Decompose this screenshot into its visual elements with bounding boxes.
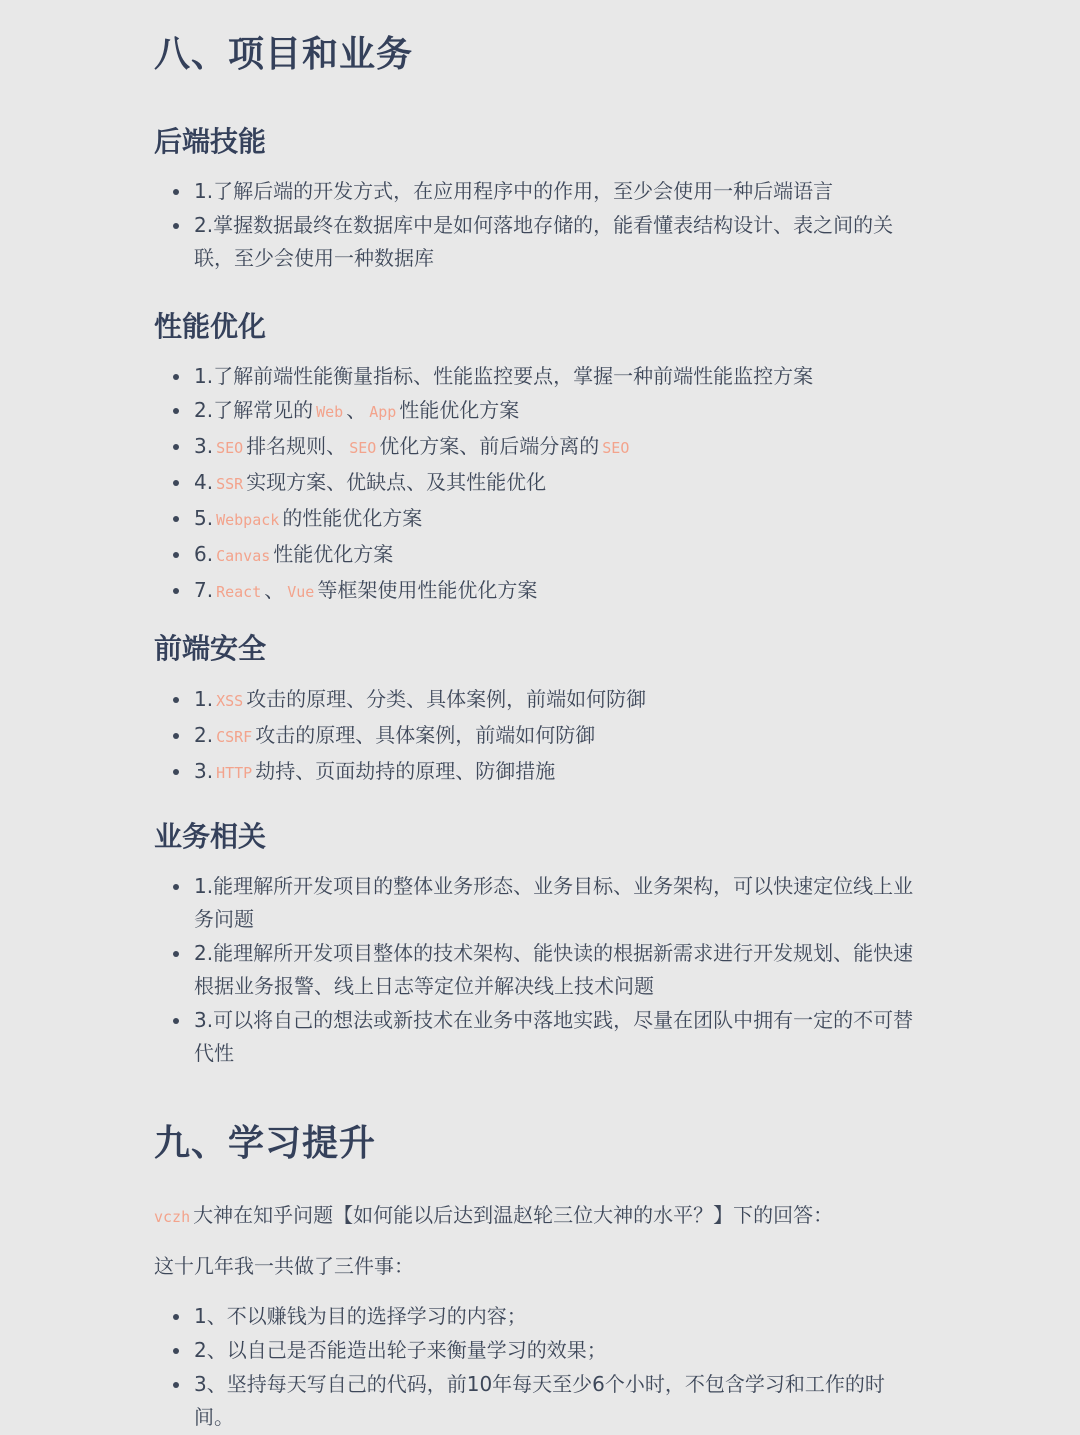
item-text: 4.: [194, 470, 214, 494]
item-text: 2.: [194, 723, 214, 747]
section-9-lead: 这十几年我一共做了三件事：: [154, 1254, 414, 1278]
item-text: 、: [346, 398, 367, 422]
item-text: 劫持、页面劫持的原理、防御措施: [255, 759, 556, 783]
item-text: 、: [264, 578, 285, 602]
inline-code: App: [369, 403, 397, 421]
item-text: 性能优化方案: [273, 542, 394, 566]
list-item: [154, 430, 924, 465]
item-text: 攻击的原理、具体案例，前端如何防御: [255, 723, 596, 747]
list-item: 1.了解前端性能衡量指标、性能监控要点，掌握一种前端性能监控方案: [154, 360, 924, 393]
intro-text: 大神在知乎问题【如何能以后达到温赵轮三位大神的水平？】下的回答：: [193, 1203, 834, 1227]
inline-code: SEO: [349, 439, 377, 457]
inline-code: React: [216, 583, 262, 601]
item-text: 3.: [194, 759, 214, 783]
list-item: 1.能理解所开发项目的整体业务形态、业务目标、业务架构，可以快速定位线上业务问题: [154, 870, 924, 936]
list-item: 3、坚持每天写自己的代码，前10年每天至少6个小时，不包含学习和工作的时间。: [154, 1368, 924, 1434]
learning-list: [154, 1300, 924, 1435]
item-text: 6.: [194, 542, 214, 566]
inline-code: vczh: [154, 1208, 191, 1226]
list-item: [154, 574, 924, 609]
backend-skills-list: [154, 175, 924, 276]
section-9-intro: [154, 1199, 833, 1234]
list-item: [154, 755, 924, 790]
section-8-title: 八、项目和业务: [154, 34, 414, 75]
business-list: [154, 870, 924, 1071]
item-text: 实现方案、优缺点、及其性能优化: [246, 470, 547, 494]
item-text: 5.: [194, 506, 214, 530]
inline-code: SSR: [216, 475, 244, 493]
business-heading: 业务相关: [154, 820, 267, 853]
list-item: [154, 719, 924, 754]
inline-code: Web: [316, 403, 344, 421]
list-item: [154, 683, 924, 718]
security-list: [154, 683, 924, 791]
performance-list: [154, 360, 924, 610]
backend-skills-heading: 后端技能: [154, 125, 267, 158]
item-text: 的性能优化方案: [282, 506, 423, 530]
inline-code: SEO: [602, 439, 630, 457]
section-9-title: 九、学习提升: [154, 1123, 377, 1164]
item-text: 优化方案、前后端分离的: [379, 434, 600, 458]
list-item: [154, 466, 924, 501]
security-heading: 前端安全: [154, 632, 267, 665]
inline-code: CSRF: [216, 728, 253, 746]
list-item: [154, 538, 924, 573]
inline-code: Canvas: [216, 547, 271, 565]
item-text: 2.了解常见的: [194, 398, 314, 422]
inline-code: SEO: [216, 439, 244, 457]
item-text: 等框架使用性能优化方案: [317, 578, 538, 602]
list-item: 2、以自己是否能造出轮子来衡量学习的效果；: [154, 1334, 924, 1367]
inline-code: Vue: [287, 583, 315, 601]
list-item: [154, 394, 924, 429]
list-item: 2.掌握数据最终在数据库中是如何落地存储的，能看懂表结构设计、表之间的关联，至少会使用一种数据库: [154, 209, 924, 275]
inline-code: XSS: [216, 692, 244, 710]
inline-code: HTTP: [216, 764, 253, 782]
list-item: 2.能理解所开发项目整体的技术架构、能快读的根据新需求进行开发规划、能快速根据业务报警、线上日志等定位并解决线上技术问题: [154, 937, 924, 1003]
list-item: 3.可以将自己的想法或新技术在业务中落地实践，尽量在团队中拥有一定的不可替代性: [154, 1004, 924, 1070]
list-item: 1.了解后端的开发方式，在应用程序中的作用，至少会使用一种后端语言: [154, 175, 924, 208]
item-text: 攻击的原理、分类、具体案例，前端如何防御: [246, 687, 647, 711]
list-item: 1、不以赚钱为目的选择学习的内容；: [154, 1300, 924, 1333]
item-text: 性能优化方案: [399, 398, 520, 422]
item-text: 1.: [194, 687, 214, 711]
inline-code: Webpack: [216, 511, 280, 529]
item-text: 7.: [194, 578, 214, 602]
item-text: 排名规则、: [246, 434, 347, 458]
list-item: [154, 502, 924, 537]
performance-heading: 性能优化: [154, 310, 267, 343]
item-text: 3.: [194, 434, 214, 458]
